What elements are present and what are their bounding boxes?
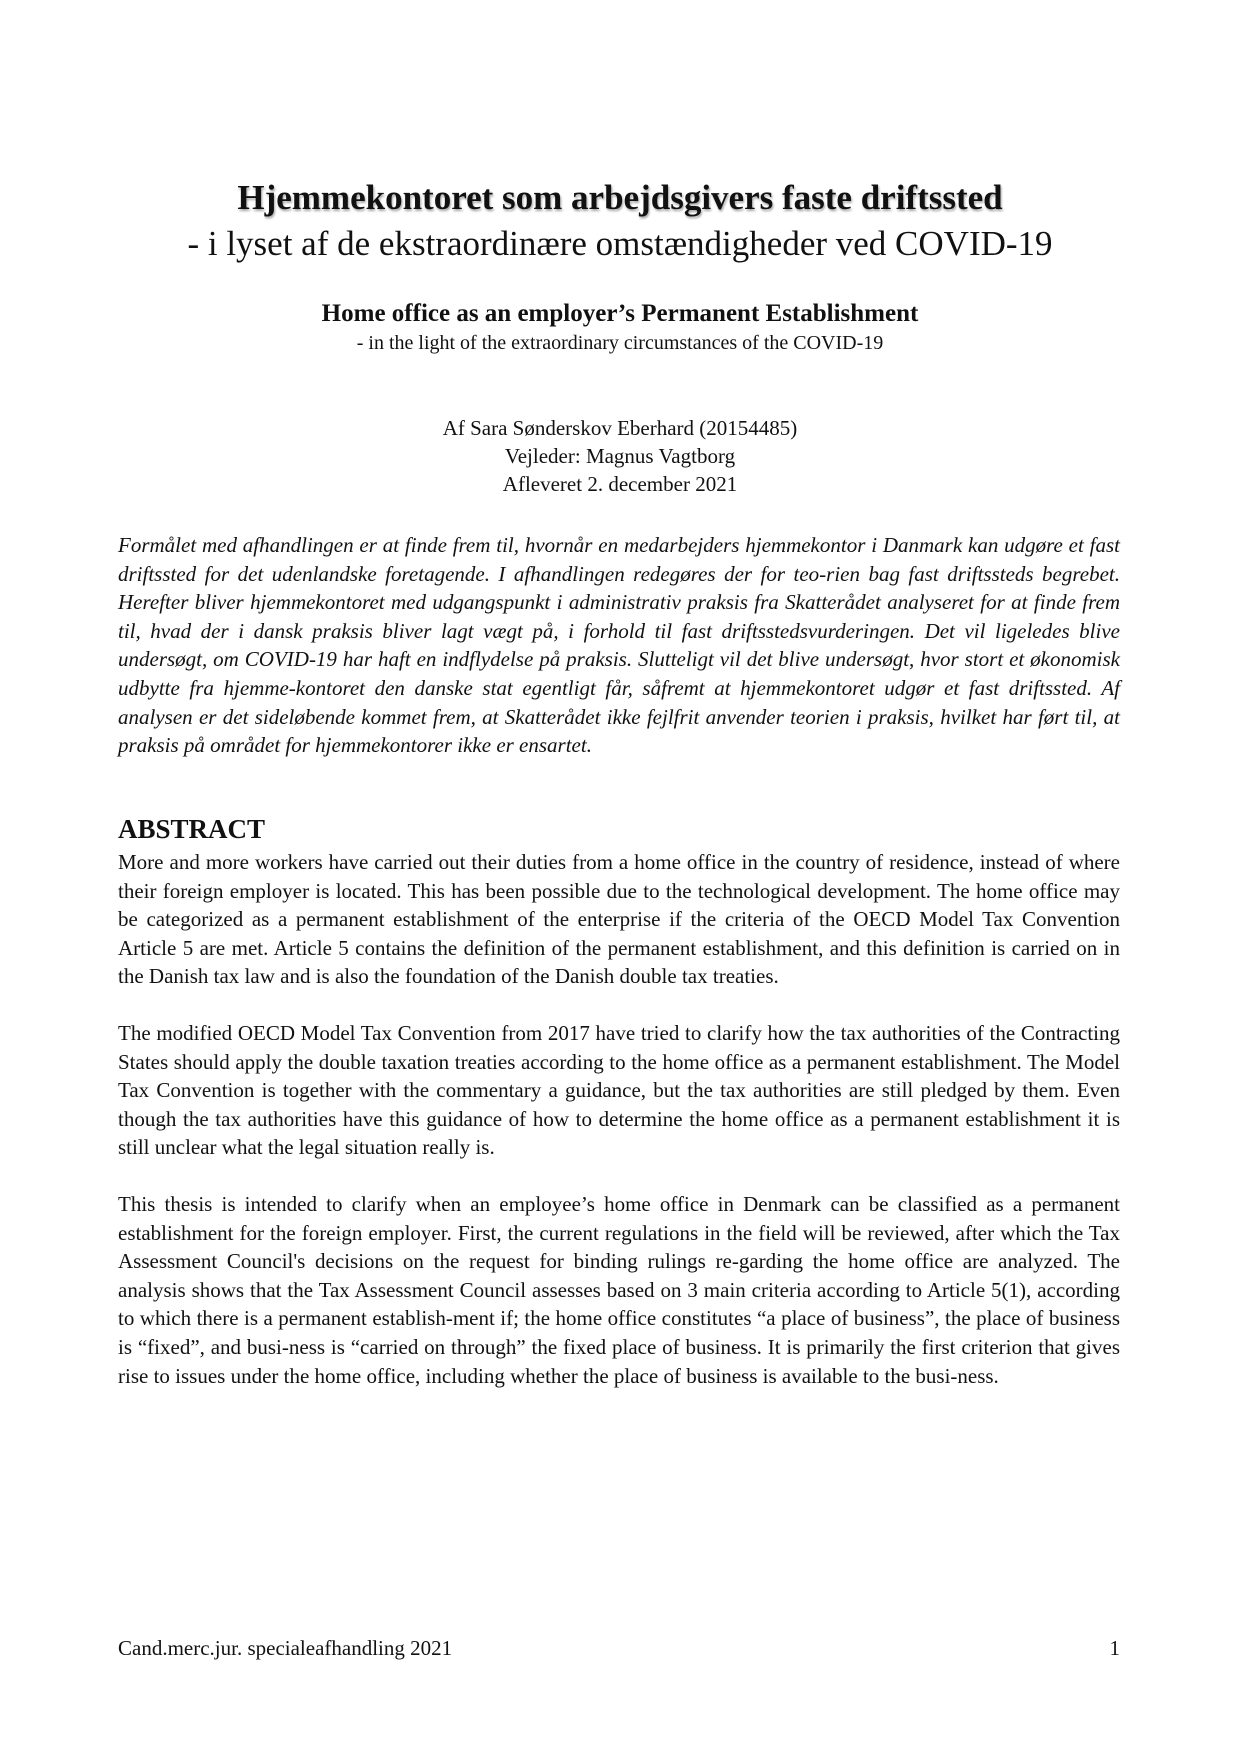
abstract-paragraph: More and more workers have carried out their duties from a home office in the country of residence, instead of where their foreign employer is located. This has been possible due to the technological development. The home office may be categorized as a permanent establishment of the enterprise if the criteria of the OECD Model Tax Convention Article 5 are met. Article 5 contains the definition of the permanent establishment, and this definition is carried on in the Danish tax law and is also the foundation of the Danish double tax treaties. (118, 850, 1120, 989)
abstract-paragraph: This thesis is intended to clarify when an employee’s home office in Denmark can be classified as a permanent establishment for the foreign employer. First, the current regulations in the field will be reviewed, after which the Tax Assessment Council's decisions on the request for binding rulings re-garding the home office are analyzed. The analysis shows that the Tax Assessment Council assesses based on 3 main criteria according to Article 5(1), according to which there is a permanent establish-ment if; the home office constitutes “a place of business”, the place of business is “fixed”, and busi-ness is “carried on through” the fixed place of business. It is primarily the first criterion that gives rise to issues under the home office, including whether the place of business is available to the busi-ness. (118, 1191, 1120, 1388)
title-block (120, 176, 1120, 268)
danish-summary: Formålet med afhandlingen er at finde frem til, hvornår en medarbejders hjemmekontor i Danmark kan udgøre et fast driftssted for det udenlandske foretagende. I afhandlingen redegøres der for teo-rien bag fast driftssteds begrebet. Herefter bliver hjemmekontoret med udgangspunkt i administrativ praksis fra Skatterådet analyseret for at finde frem til, hvad der i dansk praksis bliver lagt vægt på, i forhold til fast driftsstedsvurderingen. Det vil ligeledes blive undersøgt, om COVID-19 har haft en indflydelse på praksis. Slutteligt vil det blive undersøgt, hvor stort et økonomisk udbytte fra hjemme-kontoret den danske stat egentligt får, såfremt at hjemmekontoret udgør et fast driftssted. Af analysen er det sideløbende kommet frem, at Skatterådet ikke fejlfrit anvender teorien i praksis, hvilket har ført til, at praksis på området for hjemmekontorer ikke er ensartet. (118, 533, 1120, 758)
supervisor-line: Vejleder: Magnus Vagtborg (504, 444, 736, 468)
english-subtitle: - in the light of the extraordinary circumstances of the COVID-19 (356, 332, 884, 354)
author-block (120, 414, 1120, 498)
page-subtitle: - i lyset af de ekstraordinære omstændigheder ved COVID-19 (187, 224, 1053, 263)
page-title: Hjemmekontoret som arbejdsgivers faste driftssted (237, 178, 1003, 217)
english-title: Home office as an employer’s Permanent Establishment (321, 300, 919, 327)
abstract-body (118, 848, 1120, 1418)
author-line: Af Sara Sønderskov Eberhard (20154485) (442, 416, 798, 440)
submission-date-line: Afleveret 2. december 2021 (502, 472, 738, 496)
abstract-paragraph: The modified OECD Model Tax Convention from 2017 have tried to clarify how the tax authorities of the Contracting States should apply the double taxation treaties according to the home office as a permanent establishment. The Model Tax Convention is together with the commentary a guidance, but the tax authorities are still pledged by them. Even though the tax authorities have this guidance of how to determine the home office as a permanent establishment it is still unclear what the legal situation really is. (118, 1020, 1120, 1160)
footer-text: Cand.merc.jur. specialeafhandling 2021 (118, 1636, 453, 1660)
abstract-heading: ABSTRACT (118, 814, 266, 844)
english-title-block (120, 298, 1120, 356)
page-number: 1 (1109, 1636, 1120, 1660)
